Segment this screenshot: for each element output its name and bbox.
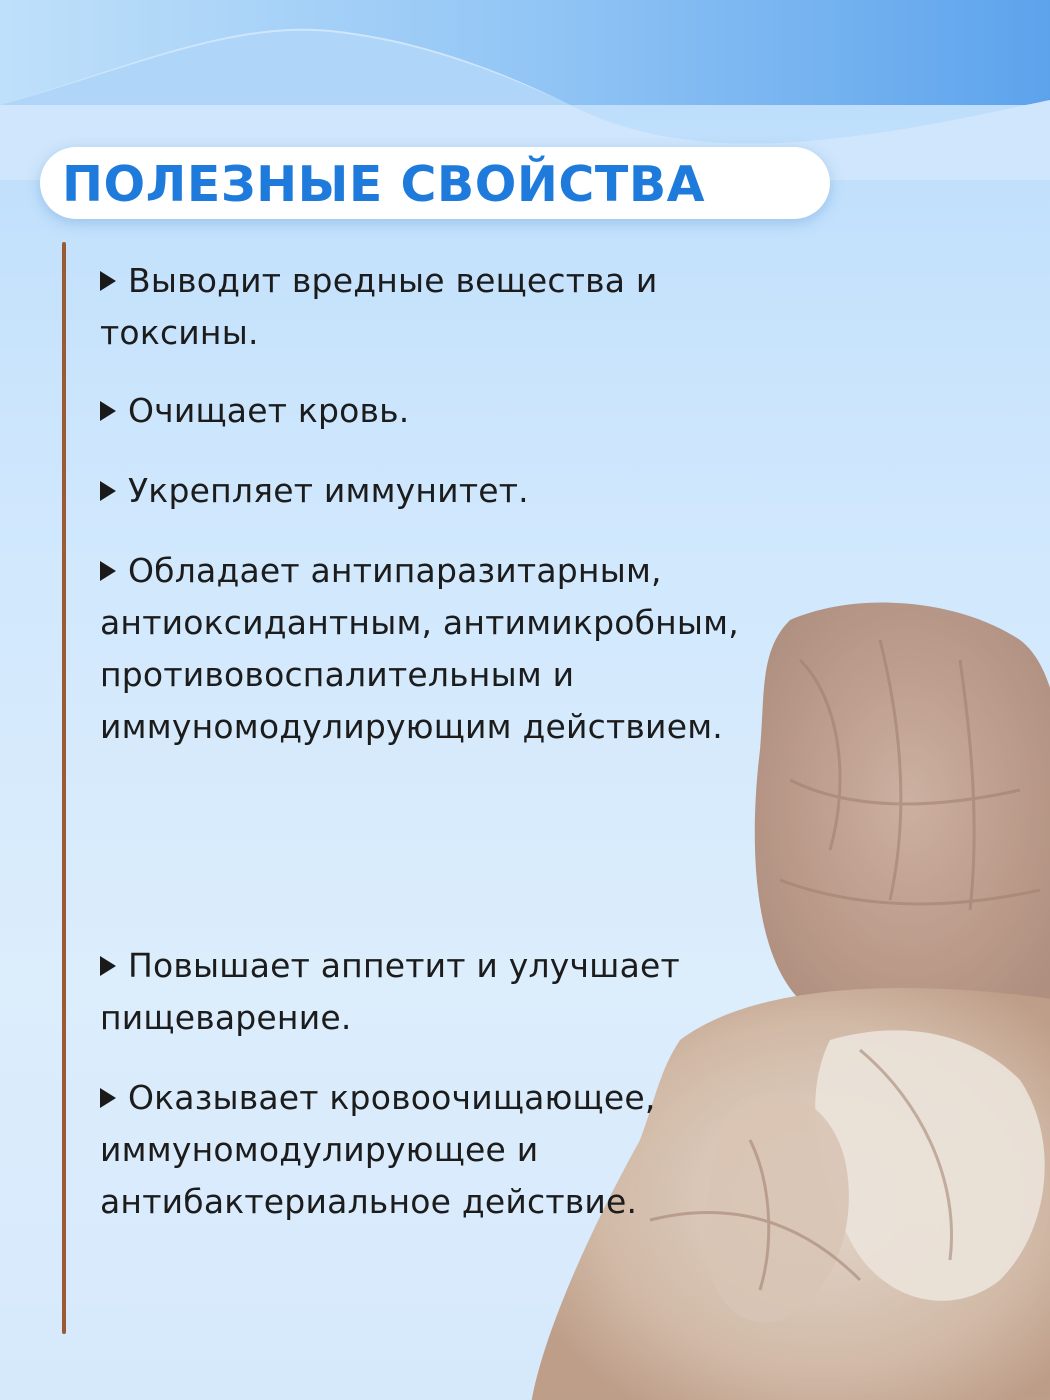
benefit-item bbox=[100, 1072, 740, 1228]
benefit-item bbox=[100, 940, 740, 1044]
benefit-item bbox=[100, 545, 740, 753]
benefit-text: Укрепляет иммунитет. bbox=[128, 471, 529, 510]
benefit-item bbox=[100, 255, 740, 359]
benefit-item bbox=[100, 385, 740, 437]
triangle-bullet-icon bbox=[100, 1088, 116, 1108]
benefit-text: Повышает аппетит и улучшает пищеварение. bbox=[100, 946, 680, 1037]
accent-divider bbox=[62, 242, 66, 1334]
benefit-text: Выводит вредные вещества и токсины. bbox=[100, 261, 658, 352]
triangle-bullet-icon bbox=[100, 401, 116, 421]
triangle-bullet-icon bbox=[100, 956, 116, 976]
page-title: ПОЛЕЗНЫЕ СВОЙСТВА bbox=[62, 156, 706, 213]
triangle-bullet-icon bbox=[100, 561, 116, 581]
benefit-item bbox=[100, 465, 740, 517]
triangle-bullet-icon bbox=[100, 481, 116, 501]
triangle-bullet-icon bbox=[100, 271, 116, 291]
benefit-text: Оказывает кровоочищающее, иммуномодулирующее и антибактериальное действие. bbox=[100, 1078, 656, 1221]
benefit-text: Очищает кровь. bbox=[128, 391, 410, 430]
benefit-text: Обладает антипаразитарным, антиоксидантным, антимикробным, противовоспалительным и иммуномодулирующим действием. bbox=[100, 551, 739, 746]
